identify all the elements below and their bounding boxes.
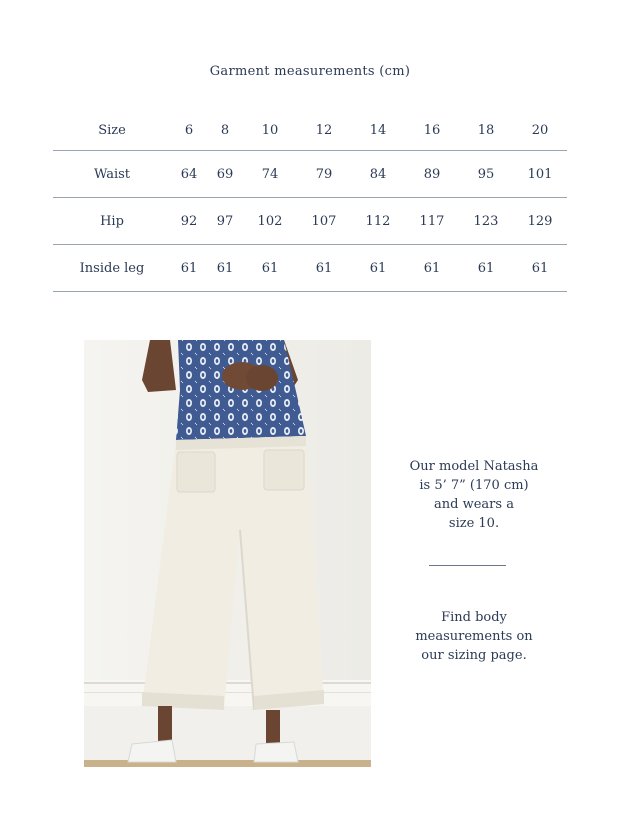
table-header-row [53, 110, 567, 151]
size-header: 18 [477, 122, 495, 138]
table-cell: 97 [207, 198, 243, 245]
row-label: Inside leg [53, 245, 171, 292]
table-cell: 61 [351, 245, 405, 292]
model-info-line: and wears a [434, 497, 514, 512]
model-info-line: is 5’ 7” (170 cm) [419, 478, 529, 493]
size-header: 12 [315, 122, 333, 138]
table-cell: 61 [207, 245, 243, 292]
model-info-line: size 10. [448, 516, 500, 531]
sizing-note-line: Find body [441, 610, 507, 625]
sizing-page-note[interactable] [395, 608, 553, 665]
table-cell: 84 [351, 151, 405, 198]
size-header: 16 [423, 122, 441, 138]
size-header: 20 [531, 122, 549, 138]
table-row-hip [53, 198, 567, 245]
table-cell: 123 [459, 198, 513, 245]
size-header: 6 [184, 122, 194, 138]
row-label: Hip [53, 198, 171, 245]
table-cell: 92 [171, 198, 207, 245]
table-cell: 61 [513, 245, 567, 292]
table-cell: 89 [405, 151, 459, 198]
table-cell: 79 [297, 151, 351, 198]
table-cell: 102 [243, 198, 297, 245]
size-header: 14 [369, 122, 387, 138]
table-cell: 112 [351, 198, 405, 245]
divider [429, 565, 506, 566]
table-cell: 61 [243, 245, 297, 292]
table-cell: 61 [297, 245, 351, 292]
table-cell: 61 [405, 245, 459, 292]
table-row-waist [53, 151, 567, 198]
table-cell: 129 [513, 198, 567, 245]
table-cell: 107 [297, 198, 351, 245]
model-photo [84, 340, 371, 767]
row-label: Waist [53, 151, 171, 198]
header-label: Size [98, 122, 126, 138]
table-cell: 69 [207, 151, 243, 198]
size-header: 10 [261, 122, 279, 138]
table-cell: 64 [171, 151, 207, 198]
table-cell: 74 [243, 151, 297, 198]
page-title: Garment measurements (cm) [209, 64, 411, 79]
table-cell: 117 [405, 198, 459, 245]
table-cell: 101 [513, 151, 567, 198]
sizing-note-line: measurements on [415, 629, 533, 644]
table-cell: 61 [459, 245, 513, 292]
model-info [395, 457, 553, 533]
table-cell: 61 [171, 245, 207, 292]
measurements-table [53, 110, 567, 292]
model-info-line: Our model Natasha [409, 459, 539, 474]
size-header: 8 [220, 122, 230, 138]
sizing-note-line: our sizing page. [421, 648, 527, 663]
table-row-inside-leg [53, 245, 567, 292]
table-cell: 95 [459, 151, 513, 198]
